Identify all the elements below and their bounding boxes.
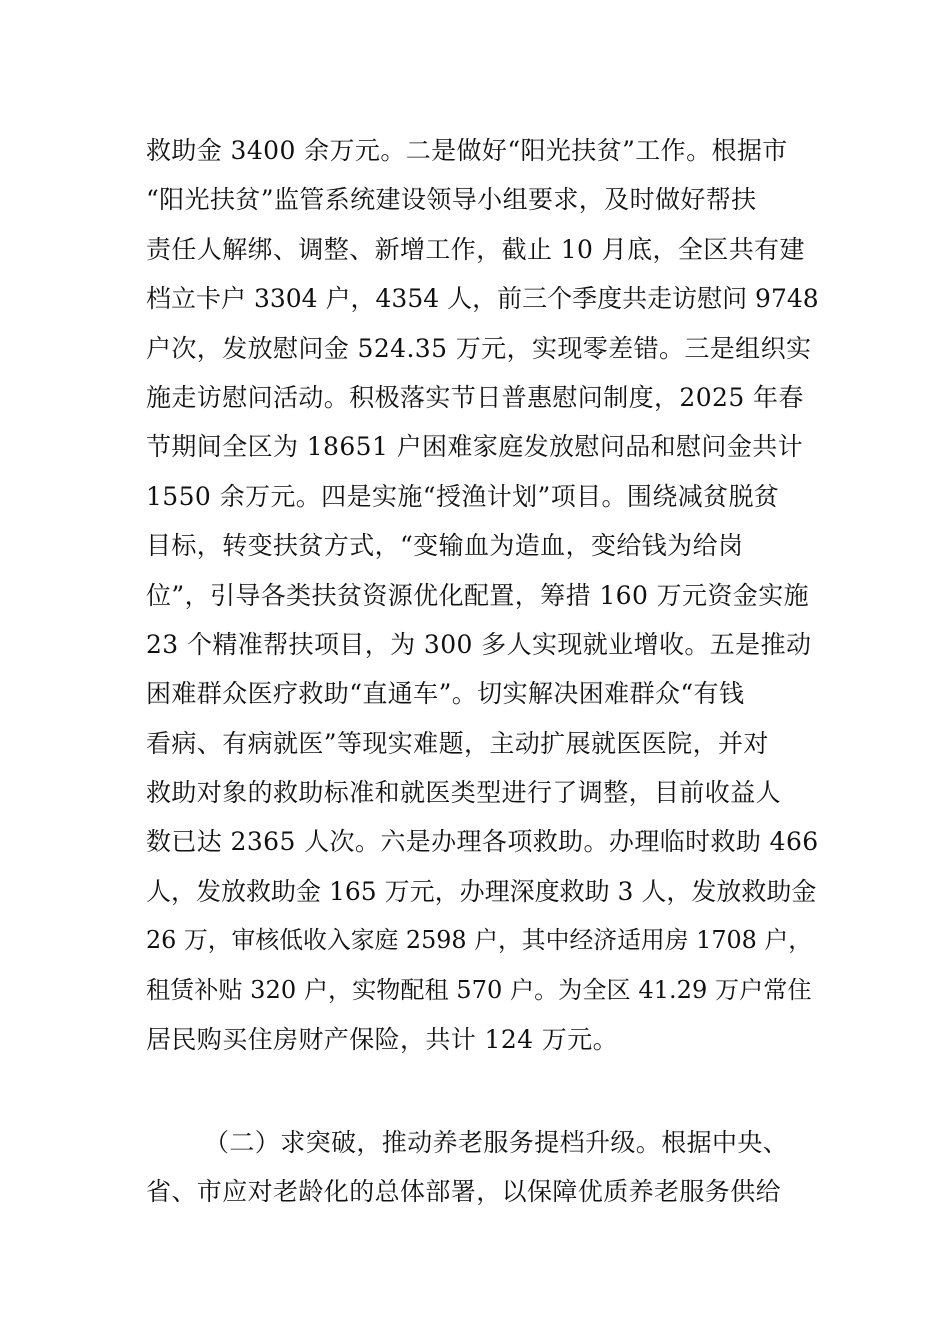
text-line: 居民购买住房财产保险，共计 124 万元。	[146, 1025, 619, 1055]
text-line: 救助金 3400 余万元。二是做好“阳光扶贫”工作。根据市	[146, 136, 788, 165]
text-line: 23 个精准帮扶项目，为 300 多人实现就业增收。五是推动	[146, 629, 812, 659]
text-line: 目标，转变扶贫方式，“变输血为造血，变给钱为给岗	[146, 531, 744, 561]
text-line: 责任人解绑、调整、新增工作，截止 10 月底，全区共有建	[146, 234, 805, 264]
paragraph-elderly-care-heading	[146, 1118, 826, 1217]
text-line: “阳光扶贫”监管系统建设领导小组要求，及时做好帮扶	[146, 185, 757, 215]
text-line: 节期间全区为 18651 户困难家庭发放慰问品和慰问金共计	[146, 432, 804, 462]
text-line: 困难群众医疗救助“直通车”。切实解决困难群众“有钱	[146, 679, 745, 709]
text-line: 省、市应对老龄化的总体部署，以保障优质养老服务供给	[146, 1177, 782, 1207]
text-line: 数已达 2365 人次。六是办理各项救助。办理临时救助 466	[146, 827, 819, 857]
text-line: 位”，引导各类扶贫资源优化配置，筹措 160 万元资金实施	[146, 580, 809, 610]
text-line: 26 万，审核低收入家庭 2598 户，其中经济适用房 1708 户，	[146, 926, 813, 955]
text-line: 人，发放救助金 165 万元，办理深度救助 3 人，发放救助金	[146, 876, 817, 906]
text-line: 租赁补贴 320 户，实物配租 570 户。为全区 41.29 万户常住	[146, 975, 812, 1004]
text-line: 救助对象的救助标准和就医类型进行了调整，目前收益人	[146, 778, 782, 808]
section-heading-line: （二）求突破，推动养老服务提档升级。根据中央、	[204, 1128, 789, 1157]
text-line: 户次，发放慰问金 524.35 万元，实现零差错。三是组织实	[146, 333, 812, 363]
text-line: 施走访慰问活动。积极落实节日普惠慰问制度，2025 年春	[146, 382, 804, 412]
paragraph-social-assistance	[146, 126, 826, 1064]
text-line: 看病、有病就医”等现实难题，主动扩展就医医院，并对	[146, 728, 769, 758]
text-line: 1550 余万元。四是实施“授渔计划”项目。围绕减贫脱贫	[146, 481, 780, 511]
text-line: 档立卡户 3304 户，4354 人，前三个季度共走访慰问 9748	[146, 284, 819, 314]
